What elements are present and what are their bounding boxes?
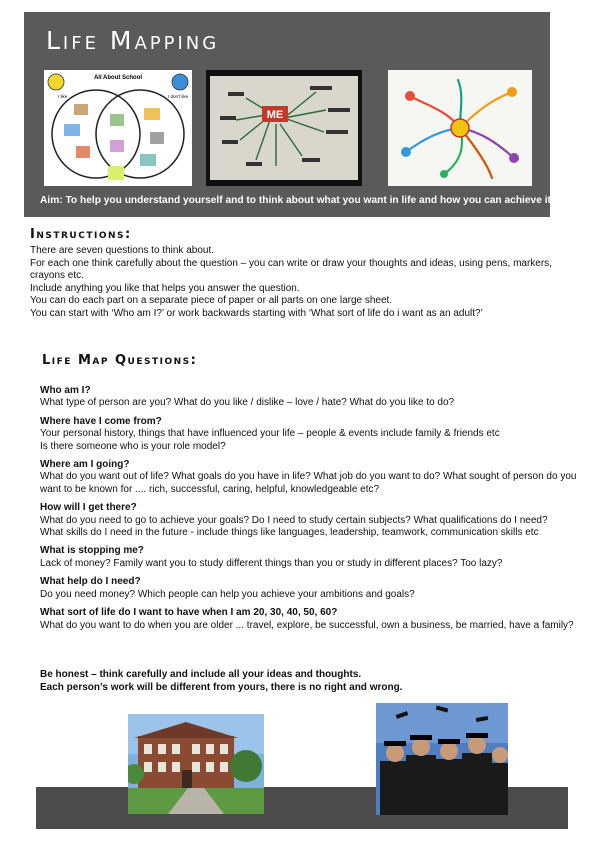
instruction-line: For each one think carefully about the question – you can write or draw your thoughts and ideas, using pens, markers, [30,257,552,269]
question-item [40,416,580,453]
question-item [40,459,580,496]
question-heading: What help do I need? [40,576,141,588]
question-text: Is there someone who is your role model? [40,440,226,452]
header-banner [24,12,554,217]
instruction-line: You can start with ‘Who am I?’ or work backwards starting with ‘What sort of life do i want as an adult?’ [30,307,483,319]
chalkboard-mindmap-image [206,70,362,186]
closing-line: Be honest – think carefully and include all your ideas and thoughts. [40,669,362,680]
instruction-line: crayons etc. [30,270,84,282]
questions-heading: Life Map Questions: [42,353,198,368]
question-item [40,576,580,601]
page-title: Life Mapping [46,26,220,55]
venn-title: All About School [93,75,143,81]
mindmap-center-label: ME [266,109,284,121]
question-item [40,545,580,570]
closing-note [40,669,560,694]
question-text: Do you need money? Which people can help you achieve your ambitions and goals? [40,588,415,600]
question-text: What skills do I need in the future - include things like languages, leadership, teamwork, communication skills etc [40,527,539,539]
question-heading: Where have I come from? [40,415,162,427]
question-item [40,385,580,410]
question-text: Lack of money? Family want you to study different things than you or study in different places? Too lazy? [40,557,503,569]
question-text: want to be known for .... rich, successful, caring, helpful, knowledgeable etc? [40,483,380,495]
question-heading: Where am I going? [40,459,130,471]
question-item [40,607,580,632]
school-building-image [128,714,264,814]
instructions-heading: Instructions: [30,227,132,242]
venn-right-tag: I don't like [168,94,189,99]
question-heading: What sort of life do I want to have when I am 20, 30, 40, 50, 60? [40,607,338,619]
question-text: What do you need to go to achieve your goals? Do I need to study certain subjects? What qualifications do I need? [40,514,548,526]
question-item [40,502,580,539]
venn-diagram-image [44,70,192,186]
closing-line: Each person’s work will be different from yours, there is no right and wrong. [40,681,403,693]
aim-statement: Aim: To help you understand yourself and to think about what you want in life and how you can achieve it. [40,195,554,206]
question-text: What type of person are you? What do you like / dislike – love / hate? What do you like to do? [40,397,455,409]
instruction-line: There are seven questions to think about. [30,245,215,256]
colourful-mindmap-image [388,70,532,186]
question-text: What do you want out of life? What goals do you have in life? What job do you want to do? What sought of person do you [40,471,577,483]
venn-left-tag: I like [58,94,68,99]
question-text: Your personal history, things that have influenced your life – people & events include family & friends etc [40,428,500,440]
question-heading: How will I get there? [40,502,137,514]
graduation-image [376,703,508,815]
instruction-line: Include anything you like that helps you answer the question. [30,282,300,294]
instructions-body [30,245,560,321]
questions-list [40,385,580,638]
instruction-line: You can do each part on a separate piece of paper or all parts on one large sheet. [30,295,393,307]
question-text: What do you want to do when you are older ... travel, explore, be successful, own a business, be married, have a family? [40,619,574,631]
question-heading: Who am I? [40,385,91,396]
question-heading: What is stopping me? [40,545,144,557]
